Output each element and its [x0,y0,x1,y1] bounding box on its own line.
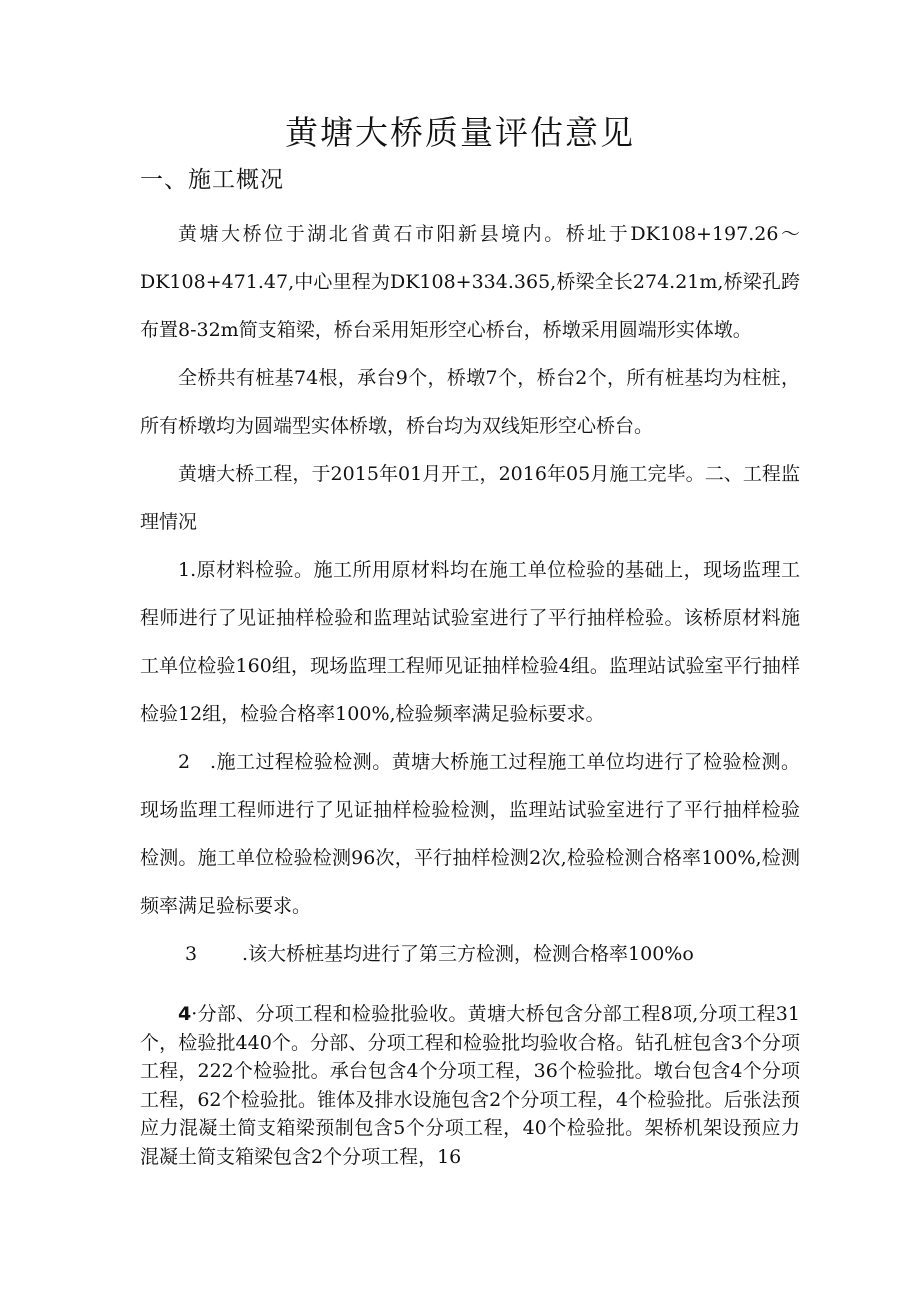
section-heading-construction-overview: 一、施工概况 [140,167,284,193]
paragraph-bridge-location: 黄塘大桥位于湖北省黄石市阳新县境内。桥址于DK108+197.26～DK108+471.47,中心里程为DK108+334.365,桥梁全长274.21m,桥梁孔跨布置8-32m简支箱梁，桥台采用矩形空心桥台，桥墩采用圆端形实体墩。 [140,223,800,341]
paragraph-construction-period: 黄塘大桥工程，于2015年01月开工，2016年05月施工完毕。二、工程监理情况 [140,463,800,533]
item-text: .该大桥桩基均进行了第三方检测，检测合格率100%o [242,943,694,965]
item-number: 3 [185,943,198,965]
paragraph-process-inspection: 2 .施工过程检验检测。黄塘大桥施工过程施工单位均进行了检验检测。现场监理工程师进行了见证抽样检验检测，监理站试验室进行了平行抽样检验检测。施工单位检验检测96次，平行抽样检测2次,检验检测合格率100%,检测频率满足验标要求。 [140,751,800,917]
item-text: ·分部、分项工程和检验批验收。黄塘大桥包含分部工程8项,分项工程31个，检验批440个。分部、分项工程和检验批均验收合格。钻孔桩包含3个分项工程，222个检验批。承台包含4个分项工程，36个检验批。墩台包含4个分项工程，62个检验批。锥体及排水设施包含2个分项工程，4个检验批。后张法预应力混凝土简支箱梁预制包含5个分项工程，40个检验批。架桥机架设预应力混凝土简支箱梁包含2个分项工程，16 [140,1003,800,1168]
paragraph-raw-material-inspection: 1.原材料检验。施工所用原材料均在施工单位检验的基础上，现场监理工程师进行了见证抽样检验和监理站试验室进行了平行抽样检验。该桥原材料施工单位检验160组，现场监理工程师见证抽样检验4组。监理站试验室平行抽样检验12组，检验合格率100%,检验频率满足验标要求。 [140,559,800,725]
paragraph-bridge-components: 全桥共有桩基74根，承台9个，桥墩7个，桥台2个，所有桩基均为柱桩，所有桥墩均为圆端型实体桥墩，桥台均为双线矩形空心桥台。 [140,367,800,437]
item-third-party-testing [185,930,694,978]
item-number: 4 [178,1003,192,1025]
paragraph-acceptance [140,1000,800,1171]
document-title: 黄塘大桥质量评估意见 [285,113,635,152]
